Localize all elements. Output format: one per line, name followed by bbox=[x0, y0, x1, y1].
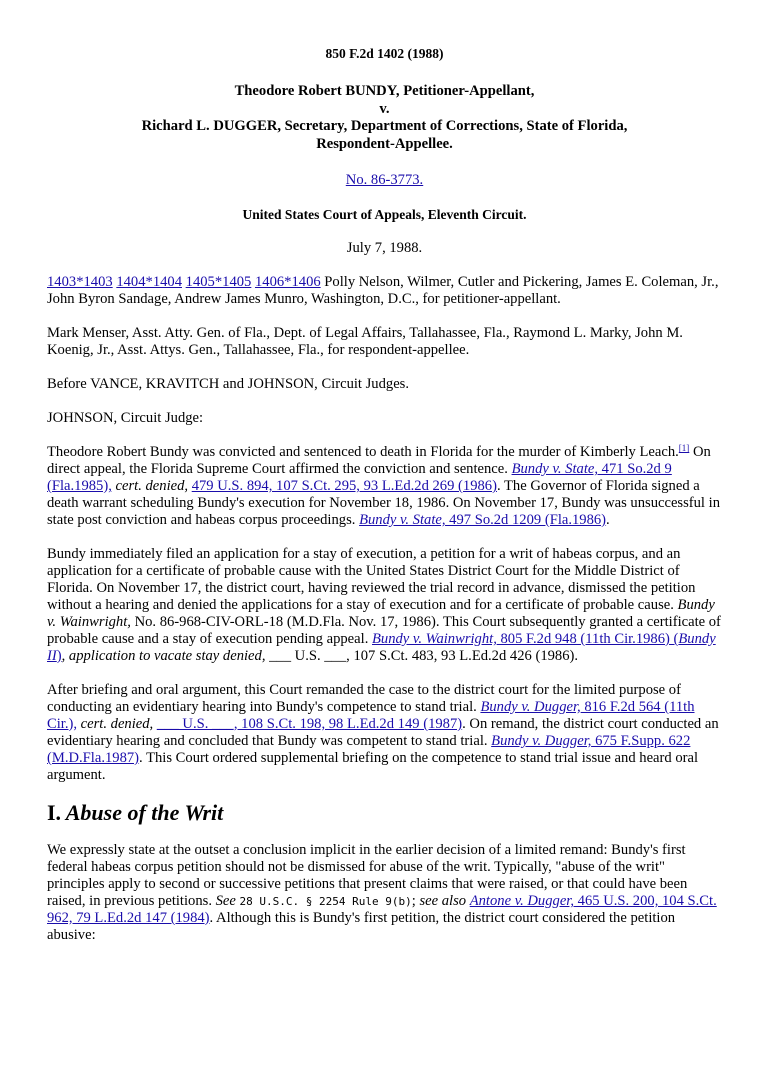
page-link-1403[interactable]: 1403*1403 bbox=[47, 274, 113, 290]
p3-text-1: After briefing and oral argument, this Court remanded the case to the district court for the limited purpose of conducting an evidentiary hearing into Bundy's competence to stand trial. bbox=[47, 682, 681, 715]
p4-link-case: Antone v. Dugger, bbox=[469, 893, 575, 909]
p4-rule-cite: 28 U.S.C. § 2254 Rule 9(b) bbox=[239, 895, 412, 908]
p1-text-2: On direct appeal, the Florida Supreme Court affirmed the conviction and sentence. bbox=[47, 444, 711, 477]
paragraph-4 bbox=[47, 842, 722, 944]
court-name: United States Court of Appeals, Eleventh Circuit. bbox=[242, 207, 527, 222]
p2-application-italic: application to vacate stay denied, bbox=[68, 648, 266, 664]
footnote-1-link[interactable]: [1] bbox=[678, 443, 690, 453]
p3-text-4: . On remand, the district court conducted an evidentiary hearing and concluded that Bundy was competent to stand trial. bbox=[47, 716, 719, 749]
page-link-1406[interactable]: 1406*1406 bbox=[254, 274, 321, 290]
opinion-author: JOHNSON, Circuit Judge: bbox=[47, 410, 204, 426]
docket-link[interactable]: No. 86-3773. bbox=[345, 172, 424, 188]
petitioner-counsel-text: Polly Nelson, Wilmer, Cutler and Pickering, James E. Coleman, Jr., John Byron Sandage, Andrew James Munro, Washington, D.C., for petitioner-appellant. bbox=[47, 274, 719, 307]
section-heading-abuse-of-writ bbox=[47, 801, 722, 825]
case-caption bbox=[47, 83, 722, 153]
paragraph-2 bbox=[47, 546, 722, 665]
p3-link3-cite: 675 F.Supp. 622 (M.D.Fla.1987) bbox=[47, 733, 691, 766]
p1-link1-case: Bundy v. State, bbox=[511, 461, 599, 477]
p1-link3-cite: 497 So.2d 1209 (Fla.1986) bbox=[445, 512, 607, 528]
p4-see: See bbox=[215, 893, 236, 909]
decision-date: July 7, 1988. bbox=[346, 240, 423, 256]
p1-text-1: Theodore Robert Bundy was convicted and sentenced to death in Florida for the murder of Kimberly Leach. bbox=[47, 444, 679, 460]
p3-text-5: . This Court ordered supplemental briefing on the competence to stand trial issue and heard oral argument. bbox=[47, 750, 699, 783]
p2-text-2: No. 86-968-CIV-ORL-18 (M.D.Fla. Nov. 17, 1986). This Court subsequently granted a certificate of probable cause and a stay of execution pending appeal. bbox=[47, 614, 721, 647]
paragraph-3 bbox=[47, 682, 722, 784]
p2-link-close: ) bbox=[56, 648, 62, 664]
p2-case-italic: Bundy v. Wainwright, bbox=[47, 597, 715, 630]
section-title: Abuse of the Writ bbox=[61, 800, 224, 825]
p2-link-cite: 805 F.2d 948 (11th Cir.1986) ( bbox=[496, 631, 679, 647]
p2-text-4: ___ U.S. ___, 107 S.Ct. 483, 93 L.Ed.2d 426 (1986). bbox=[265, 648, 579, 664]
case-citation: 850 F.2d 1402 (1988) bbox=[325, 46, 444, 61]
p4-see-also: see also bbox=[419, 893, 467, 909]
p3-link1-case: Bundy v. Dugger, bbox=[480, 699, 581, 715]
p3-cert-denied: cert. denied, bbox=[80, 716, 154, 732]
p1-text-5: . The Governor of Florida signed a death warrant scheduling Bundy's execution for November 18, 1986. On November 17, Bundy was unsuccessful in state post conviction and habeas corpus proceedings. bbox=[47, 478, 720, 528]
bundy-v-state-1986-link[interactable] bbox=[359, 512, 606, 528]
respondent-line-2: Respondent-Appellee. bbox=[316, 135, 453, 152]
p4-link-cite: 465 U.S. 200, 104 S.Ct. 962, 79 L.Ed.2d 147 (1984) bbox=[47, 893, 717, 926]
paragraph-1 bbox=[47, 444, 722, 529]
opinion-page bbox=[0, 45, 768, 944]
p4-text-3: ; bbox=[411, 893, 420, 909]
counsel-petitioner bbox=[47, 274, 722, 308]
p2-text-1: Bundy immediately filed an application for a stay of execution, a petition for a writ of habeas corpus, and an application for a certificate of probable cause with the United States District Court for the Middle District of Florida. On November 17, the district court, having reviewed the trial record in advance, dismissed the petition without a hearing and denied the applications for a stay of execution and for a certificate of probable cause. bbox=[47, 546, 696, 613]
versus-line: v. bbox=[379, 100, 390, 117]
page-link-1404[interactable]: 1404*1404 bbox=[116, 274, 182, 290]
counsel-respondent: Mark Menser, Asst. Atty. Gen. of Fla., Dept. of Legal Affairs, Tallahassee, Fla., Raymond L. Marky, John M. Koenig, Jr., Asst. Attys. Gen., Tallahassee, Fla., for respondent-appellee. bbox=[47, 325, 683, 358]
p2-text-3: , bbox=[61, 648, 69, 664]
respondent-line-1: Richard L. DUGGER, Secretary, Department of Corrections, State of Florida, bbox=[141, 118, 628, 134]
us-108-sct-198-link[interactable]: ___ U.S. ___, 108 S.Ct. 198, 98 L.Ed.2d 149 (1987) bbox=[156, 716, 463, 732]
us-479-894-link[interactable]: 479 U.S. 894, 107 S.Ct. 295, 93 L.Ed.2d 269 (1986) bbox=[191, 478, 497, 494]
page-link-1405[interactable]: 1405*1405 bbox=[185, 274, 252, 290]
petitioner-line: Theodore Robert BUNDY, Petitioner-Appellant, bbox=[234, 83, 535, 99]
panel-judges: Before VANCE, KRAVITCH and JOHNSON, Circuit Judges. bbox=[47, 376, 409, 392]
p3-link1-cite: 816 F.2d 564 (11th Cir.), bbox=[47, 699, 695, 732]
p2-link-case: Bundy v. Wainwright, bbox=[372, 631, 497, 647]
p1-link1-cite: 471 So.2d 9 (Fla.1985), bbox=[47, 461, 672, 494]
p2-link-short: Bundy II bbox=[47, 631, 716, 664]
section-numeral: I. bbox=[47, 800, 62, 825]
docket-number bbox=[47, 172, 722, 189]
p1-text-6: . bbox=[606, 512, 610, 528]
p1-link3-case: Bundy v. State, bbox=[359, 512, 446, 528]
p4-text-1: We expressly state at the outset a conclusion implicit in the earlier decision of a limited remand: Bundy's first federal habeas corpus petition should not be dismissed for abuse of the writ. Typically, "abuse of the writ" principles apply to second or successive petitions that present claims that were raised, or that could have been raised, in previous petitions. bbox=[47, 842, 688, 909]
p4-text-5: . Although this is Bundy's first petition, the district court considered the petition abusive: bbox=[47, 910, 676, 943]
p3-link3-case: Bundy v. Dugger, bbox=[491, 733, 592, 749]
p1-cert-denied: cert. denied, bbox=[111, 478, 189, 494]
